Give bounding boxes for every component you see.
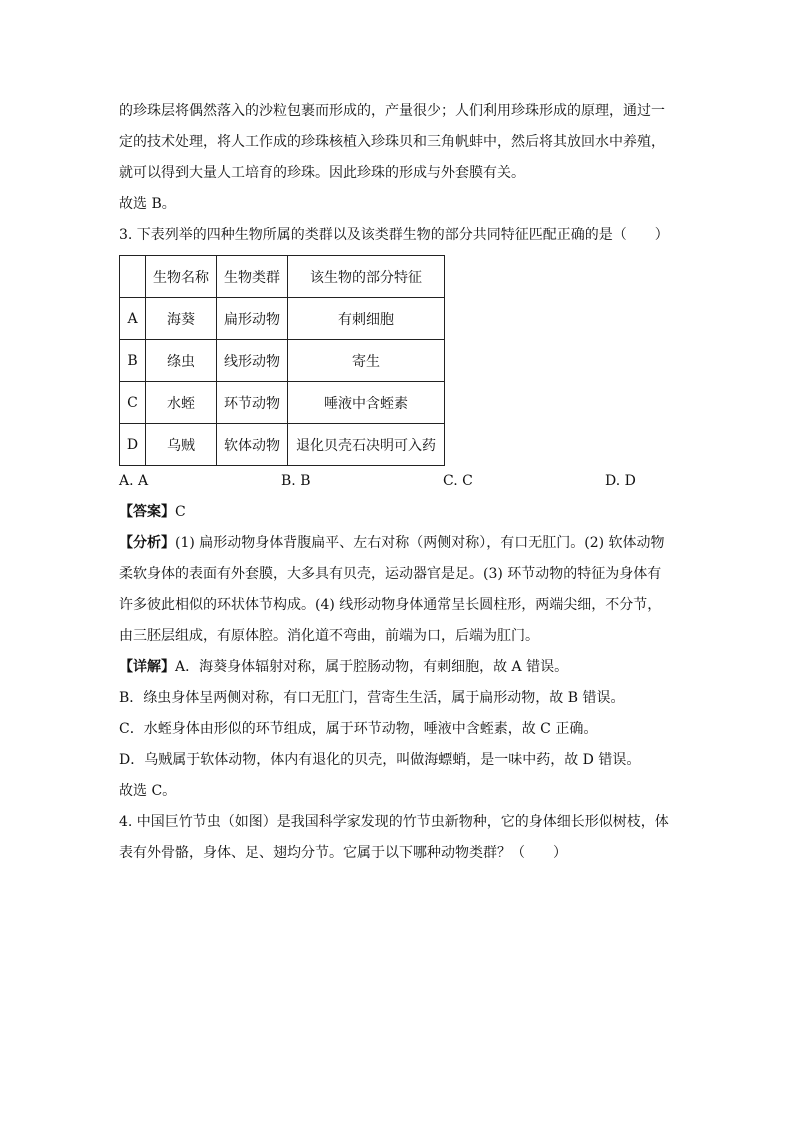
text-line: 的珍珠层将偶然落入的沙粒包裹而形成的，产量很少；人们利用珍珠形成的原理，通过一 xyxy=(119,103,665,119)
table-cell: 退化贝壳石决明可入药 xyxy=(288,424,445,466)
table-cell: D xyxy=(120,424,146,466)
option-d: D. D xyxy=(605,473,636,489)
option-c: C. C xyxy=(443,473,473,489)
table-row xyxy=(120,382,445,424)
table-header-cell: 生物名称 xyxy=(146,256,217,298)
table-cell: 有刺细胞 xyxy=(288,298,445,340)
table-cell: C xyxy=(120,382,146,424)
option-b: B. B xyxy=(281,473,311,489)
table-cell: A xyxy=(120,298,146,340)
question-stem: 3. 下表列举的四种生物所属的类群以及该类群生物的部分共同特征匹配正确的是（ ） xyxy=(119,227,669,243)
answer-value: C xyxy=(175,504,186,520)
question-stem: 表有外骨骼，身体、足、翅均分节。它属于以下哪种动物类群？（ ） xyxy=(119,845,567,861)
text-line xyxy=(119,652,679,683)
text-line: 故选 C。 xyxy=(119,783,177,799)
answer-options xyxy=(119,466,679,497)
text-line: 柔软身体的表面有外套膜，大多具有贝壳，运动器官是足。(3) 环节动物的特征为身体有 xyxy=(119,566,662,582)
question-stem: 4. 中国巨竹节虫（如图）是我国科学家发现的竹节虫新物种，它的身体细长形似树枝，体 xyxy=(119,814,669,830)
analysis-label: 【分析】 xyxy=(119,535,175,551)
table-cell: 乌贼 xyxy=(146,424,217,466)
answer-label: 【答案】 xyxy=(119,504,175,520)
table-cell: 线形动物 xyxy=(217,340,288,382)
table-cell: B xyxy=(120,340,146,382)
question-table xyxy=(119,255,445,466)
text-line: B．绦虫身体呈两侧对称，有口无肛门，营寄生生活，属于扁形动物，故 B 错误。 xyxy=(119,690,625,706)
document-page xyxy=(119,96,679,869)
text-line xyxy=(119,528,679,559)
analysis-section xyxy=(119,528,679,652)
table-cell: 环节动物 xyxy=(217,382,288,424)
table-cell: 海葵 xyxy=(146,298,217,340)
detail-label: 【详解】 xyxy=(119,659,175,675)
intro-paragraph xyxy=(119,96,679,220)
text-line: D．乌贼属于软体动物，体内有退化的贝壳，叫做海螵蛸，是一味中药，故 D 错误。 xyxy=(119,752,641,768)
analysis-text: (1) 扁形动物身体背腹扁平、左右对称（两侧对称），有口无肛门。(2) 软体动物 xyxy=(175,535,665,551)
table-row xyxy=(120,298,445,340)
table-header-cell: 生物类群 xyxy=(217,256,288,298)
option-a: A. A xyxy=(119,473,149,489)
table-cell: 水蛭 xyxy=(146,382,217,424)
table-header-cell xyxy=(120,256,146,298)
table-row xyxy=(120,424,445,466)
text-line: C．水蛭身体由形似的环节组成，属于环节动物，唾液中含蛭素，故 C 正确。 xyxy=(119,721,598,737)
table-header-cell: 该生物的部分特征 xyxy=(288,256,445,298)
detail-section xyxy=(119,652,679,807)
detail-text: A．海葵身体辐射对称，属于腔肠动物，有刺细胞，故 A 错误。 xyxy=(175,659,569,675)
table-cell: 绦虫 xyxy=(146,340,217,382)
table-row xyxy=(120,340,445,382)
text-line: 由三胚层组成，有原体腔。消化道不弯曲，前端为口，后端为肛门。 xyxy=(119,628,539,644)
table-cell: 扁形动物 xyxy=(217,298,288,340)
table-cell: 软体动物 xyxy=(217,424,288,466)
answer-line xyxy=(119,497,679,528)
table-header-row xyxy=(120,256,445,298)
text-line: 许多彼此相似的环状体节构成。(4) 线形动物身体通常呈长圆柱形，两端尖细，不分节， xyxy=(119,597,662,613)
text-line: 定的技术处理，将人工作成的珍珠核植入珍珠贝和三角帆蚌中，然后将其放回水中养殖， xyxy=(119,134,665,150)
table-cell: 寄生 xyxy=(288,340,445,382)
text-line: 就可以得到大量人工培育的珍珠。因此珍珠的形成与外套膜有关。 xyxy=(119,165,525,181)
question-4 xyxy=(119,807,679,869)
table-cell: 唾液中含蛭素 xyxy=(288,382,445,424)
question-3 xyxy=(119,220,679,807)
text-line: 故选 B。 xyxy=(119,196,176,212)
